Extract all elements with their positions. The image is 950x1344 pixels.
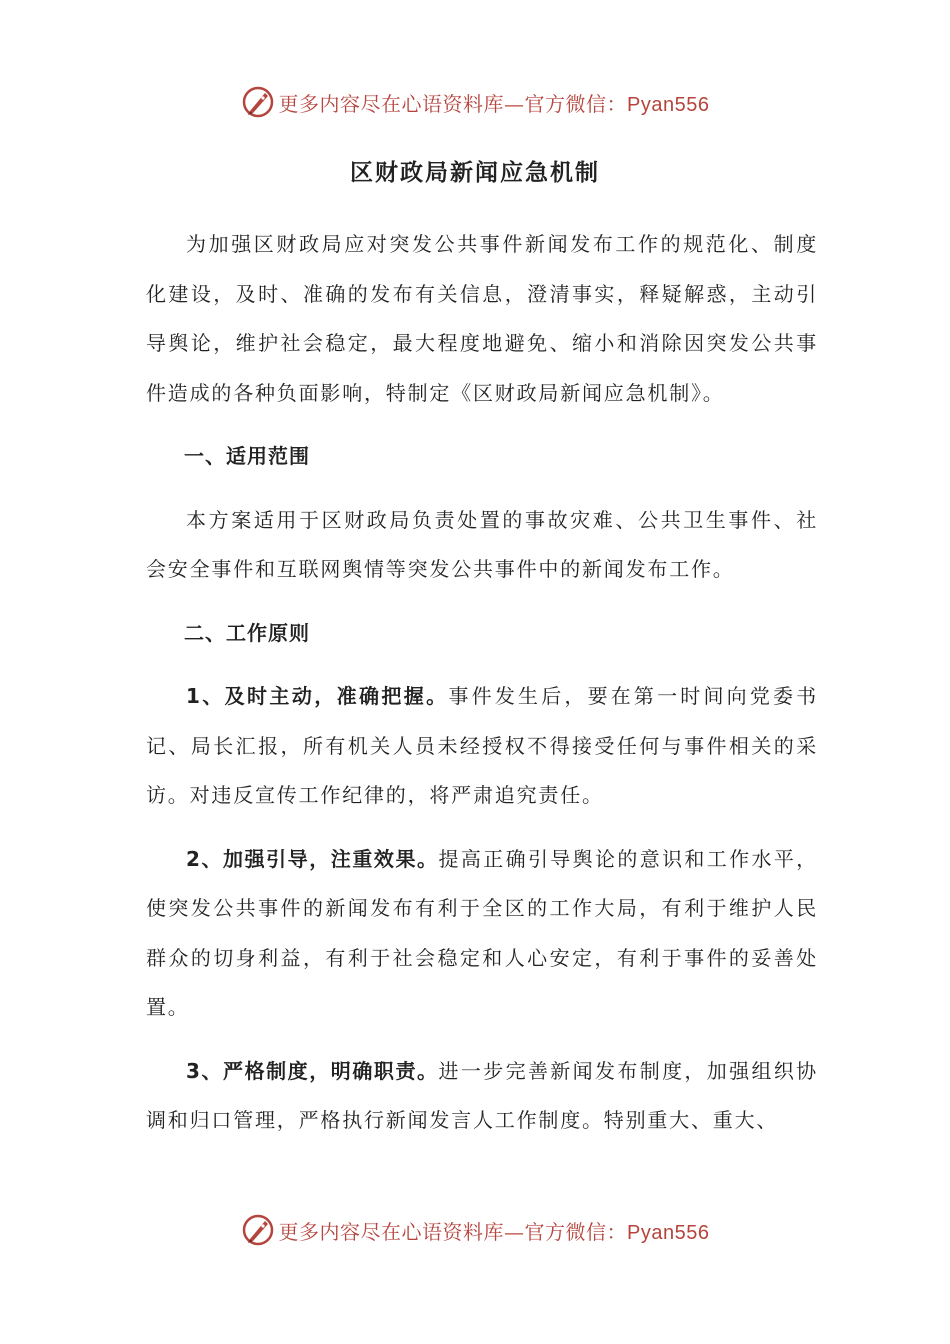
principle-lead-3: 3、严格制度，明确职责。 <box>186 1058 439 1083</box>
watermark-banner-bottom <box>0 1210 950 1250</box>
document-title: 区财政局新闻应急机制 <box>350 160 600 186</box>
principle-paragraph-1 <box>146 672 818 821</box>
watermark-wechat-id-bottom: Pyan556 <box>627 1221 710 1244</box>
watermark-label: 更多内容尽在心语资料库—官方微信： <box>278 91 628 116</box>
principle-text-1: 事件发生后，要在第一时间向党委书记、局长汇报，所有机关人员未经授权不得接受任何与事件相关的采访。对违反宣传工作纪律的，将严肃追究责任。 <box>146 684 818 807</box>
section-heading-principles: 二、工作原则 <box>184 620 310 645</box>
watermark-banner-top <box>0 82 950 122</box>
intro-paragraph: 为加强区财政局应对突发公共事件新闻发布工作的规范化、制度化建设，及时、准确的发布有关信息，澄清事实，释疑解惑，主动引导舆论，维护社会稳定，最大程度地避免、缩小和消除因突发公共事件造成的各种负面影响，特制定《区财政局新闻应急机制》。 <box>146 232 818 405</box>
watermark-text-bottom <box>279 1216 710 1245</box>
principle-text-2: 提高正确引导舆论的意识和工作水平，使突发公共事件的新闻发布有利于全区的工作大局，有利于维护人民群众的切身利益，有利于社会稳定和人心安定，有利于事件的妥善处置。 <box>146 846 818 1019</box>
pen-logo-icon <box>241 1213 275 1247</box>
pen-logo-icon <box>241 85 275 119</box>
watermark-label-bottom: 更多内容尽在心语资料库—官方微信： <box>278 1219 628 1244</box>
principle-lead-2: 2、加强引导，注重效果。 <box>186 846 439 871</box>
principle-lead-1: 1、及时主动，准确把握。 <box>186 684 449 708</box>
watermark-text <box>279 88 710 117</box>
section-heading-scope: 一、适用范围 <box>184 444 310 468</box>
principle-paragraph-2 <box>146 835 818 1033</box>
watermark-wechat-id: Pyan556 <box>627 93 710 116</box>
document-body <box>146 220 818 1160</box>
principle-text-3: 进一步完善新闻发布制度，加强组织协调和归口管理，严格执行新闻发言人工作制度。特别重大、重大、 <box>146 1058 818 1132</box>
scope-paragraph: 本方案适用于区财政局负责处置的事故灾难、公共卫生事件、社会安全事件和互联网舆情等突发公共事件中的新闻发布工作。 <box>146 507 818 581</box>
principle-paragraph-3 <box>146 1047 818 1146</box>
